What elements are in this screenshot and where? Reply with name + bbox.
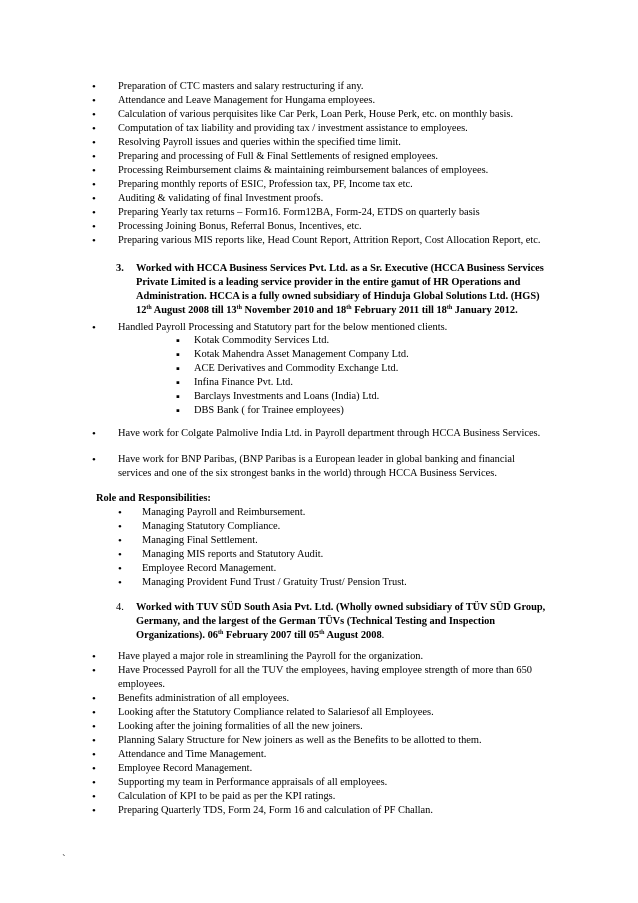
ordinal-suffix: th (217, 630, 224, 636)
list-item: • Attendance and Leave Management for Hungama employees. (92, 94, 541, 108)
list-item (92, 453, 515, 481)
roles-list (118, 506, 407, 590)
role-item: • Managing Payroll and Reimbursement. (118, 506, 407, 520)
job-heading-line: Worked with TUV SÜD South Asia Pvt. Ltd. (Wholly owned subsidiary of TÜV SÜD Group, (136, 602, 546, 613)
list-item: • Calculation of KPI to be paid as per the KPI ratings. (92, 790, 532, 804)
page-mark: ` (62, 853, 66, 865)
ordinal-suffix: th (346, 305, 352, 311)
client-item: ▪ Kotak Commodity Services Ltd. (176, 334, 409, 348)
list-item: • Have work for Colgate Palmolive India Ltd. in Payroll department through HCCA Business Services. (92, 427, 540, 441)
date-text: February 2011 till 18 (351, 305, 447, 316)
list-item: • Preparing various MIS reports like, Head Count Report, Attrition Report, Cost Allocation Report, etc. (92, 234, 541, 248)
bnp-list (92, 453, 515, 481)
list-item-line: employees. (118, 679, 166, 690)
clients-list (176, 334, 409, 418)
date-text: Organizations). 06 (136, 630, 218, 641)
list-item: • Processing Reimbursement claims & maintaining reimbursement balances of employees. (92, 164, 541, 178)
list-item: • Processing Joining Bonus, Referral Bonus, Incentives, etc. (92, 220, 541, 234)
list-item: • Planning Salary Structure for New joiners as well as the Benefits to be allotted to them. (92, 734, 532, 748)
date-text: November 2010 and 18 (241, 305, 347, 316)
client-item: ▪ DBS Bank ( for Trainee employees) (176, 404, 409, 418)
ordinal-suffix: th (146, 305, 152, 311)
client-item: ▪ Kotak Mahendra Asset Management Company Ltd. (176, 348, 409, 362)
date-text: 12 (136, 305, 147, 316)
date-text: February 2007 till 05 (223, 630, 320, 641)
date-text: August 2008 (324, 630, 382, 641)
list-item-line: • Have work for BNP Paribas, (BNP Paribas is a European leader in global banking and financial (118, 454, 515, 465)
date-text: . (381, 630, 385, 641)
list-item: • Have played a major role in streamlining the Payroll for the organization. (92, 650, 532, 664)
list-item: • Looking after the Statutory Compliance related to Salariesof all Employees. (92, 706, 532, 720)
list-item (92, 664, 532, 692)
client-item: ▪ ACE Derivatives and Commodity Exchange Ltd. (176, 362, 409, 376)
job-heading-dates (136, 304, 544, 318)
date-text: January 2012. (452, 305, 518, 316)
role-heading: Role and Responsibilities: (96, 493, 211, 504)
list-item: • Attendance and Time Management. (92, 748, 532, 762)
list-item: • Benefits administration of all employees. (92, 692, 532, 706)
role-item: • Managing Provident Fund Trust / Gratuity Trust/ Pension Trust. (118, 576, 407, 590)
ordinal-suffix: th (236, 305, 242, 311)
colgate-list (92, 427, 540, 441)
job-heading-line: Administration. HCCA is a fully owned subsidiary of Hinduja Global Solutions Ltd. (HGS) (136, 291, 540, 302)
role-item: • Managing MIS reports and Statutory Audit. (118, 548, 407, 562)
tuv-responsibilities-list (92, 650, 532, 818)
list-item: • Resolving Payroll issues and queries within the specified time limit. (92, 136, 541, 150)
list-item-line: services and one of the six strongest banks in the world) through HCCA Business Services. (118, 468, 497, 479)
ordinal-suffix: th (319, 630, 325, 636)
list-item: • Preparing Quarterly TDS, Form 24, Form 16 and calculation of PF Challan. (92, 804, 532, 818)
job-heading-line: Private Limited is a leading service provider in the entire gamut of HR Operations and (136, 277, 521, 288)
client-item: ▪ Infina Finance Pvt. Ltd. (176, 376, 409, 390)
list-item-line: • Have Processed Payroll for all the TUV the employees, having employee strength of more than 650 (118, 665, 532, 676)
date-text: August 2008 till 13 (151, 305, 237, 316)
list-item: • Preparing Yearly tax returns – Form16. Form12BA, Form-24, ETDS on quarterly basis (92, 206, 541, 220)
list-item: • Preparing monthly reports of ESIC, Profession tax, PF, Income tax etc. (92, 178, 541, 192)
job-number: 3. (116, 263, 124, 274)
job-heading-dates (136, 629, 545, 643)
role-item: • Managing Statutory Compliance. (118, 520, 407, 534)
list-item: • Employee Record Management. (92, 762, 532, 776)
job-heading-line: Worked with HCCA Business Services Pvt. Ltd. as a Sr. Executive (HCCA Business Services (136, 263, 544, 274)
role-item: • Employee Record Management. (118, 562, 407, 576)
job-number: 4. (116, 602, 124, 613)
list-item: • Supporting my team in Performance appraisals of all employees. (92, 776, 532, 790)
job-heading-tuv (116, 601, 545, 643)
ordinal-suffix: th (446, 305, 453, 311)
list-item: • Preparation of CTC masters and salary restructuring if any. (92, 80, 541, 94)
list-item: • Computation of tax liability and providing tax / investment assistance to employees. (92, 122, 541, 136)
role-item: • Managing Final Settlement. (118, 534, 407, 548)
client-item: ▪ Barclays Investments and Loans (India) Ltd. (176, 390, 409, 404)
list-item: • Handled Payroll Processing and Statutory part for the below mentioned clients. (92, 321, 447, 335)
job-heading-hcca (116, 262, 544, 318)
job-heading-line: Germany, and the largest of the German TÜVs (Technical Testing and Inspection (136, 616, 496, 627)
list-item: • Calculation of various perquisites like Car Perk, Loan Perk, House Perk, etc. on monthly basis. (92, 108, 541, 122)
list-item: • Preparing and processing of Full & Final Settlements of resigned employees. (92, 150, 541, 164)
hungama-responsibilities-list (92, 80, 541, 248)
list-item: • Auditing & validating of final Investment proofs. (92, 192, 541, 206)
list-item: • Looking after the joining formalities of all the new joiners. (92, 720, 532, 734)
payroll-intro-list (92, 321, 447, 335)
